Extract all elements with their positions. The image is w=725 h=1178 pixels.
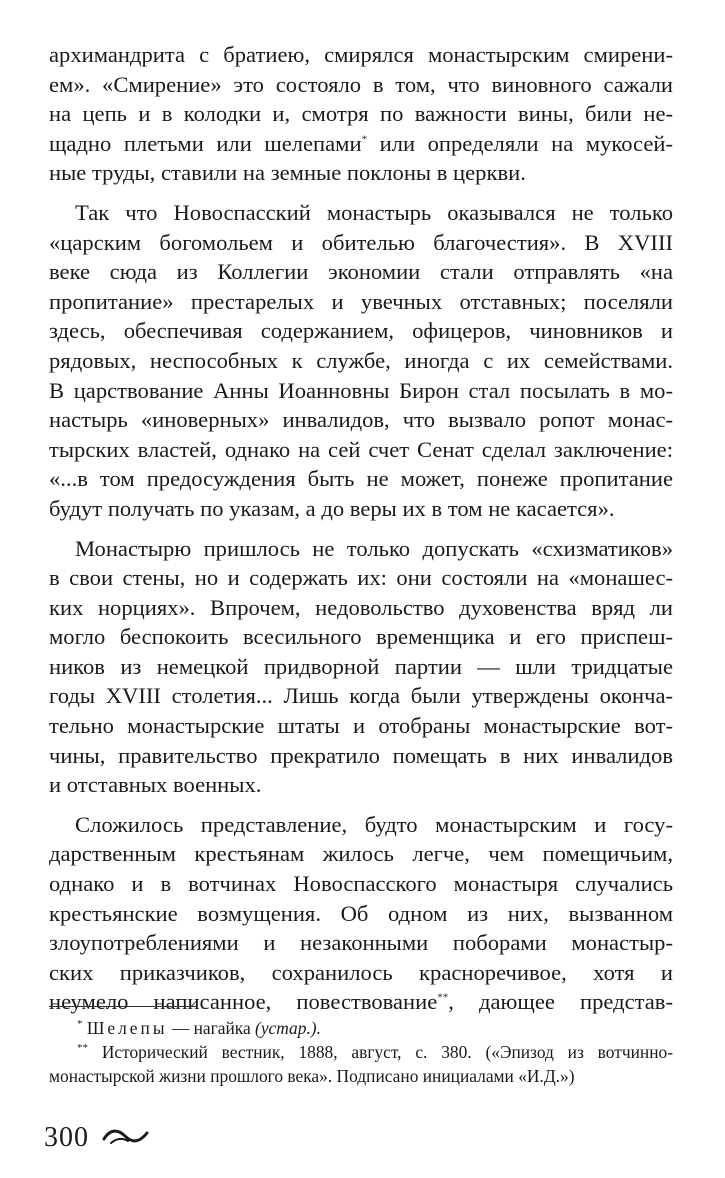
text-line: тельно монастырские штаты и отобраны монастырские вот- (49, 713, 673, 739)
footnote-text: Исторический вестник, 1888, август, с. 380. («Эпизод из вотчинно- (88, 1042, 673, 1062)
text-line: ем». «Смирение» это состояло в том, что виновного сажали (49, 71, 673, 97)
text-line: будут получать по указам, а до веры их в том не касается». (49, 495, 615, 521)
text-line: злоупотреблениями и незаконными поборами монастыр- (49, 930, 673, 956)
footnote-2-line-2: монастырской жизни прошлого века». Подписано инициалами «И.Д.») (49, 1066, 575, 1086)
text-line: рядовых, неспособных к службе, иногда с их семействами. (49, 347, 673, 373)
text-line: здесь, обеспечивая содержанием, офицеров, чиновников и (49, 318, 673, 344)
text-line: «...в том предосуждения быть не может, понеже пропитание (49, 466, 673, 492)
page-footer (44, 1118, 153, 1158)
footnote-marker: * (77, 1018, 83, 1031)
text-line: ких норциях». Впрочем, недовольство духовенства вряд ли (49, 594, 673, 620)
text-fragment: , дающее представ- (448, 989, 673, 1015)
text-line: крестьянские возмущения. Об одном из них, вызванном (49, 900, 673, 926)
footnote-text: — нагайка (167, 1018, 256, 1038)
text-line: настырь «иноверных» инвалидов, что вызвало ропот монас- (49, 407, 673, 433)
paragraph-first-line: Сложилось представление, будто монастырским и госу- (75, 811, 673, 837)
text-line: могло беспокоить всесильного временщика и его приспеш- (49, 624, 673, 650)
footnote-usage-note: (устар.). (255, 1018, 321, 1038)
footnote-marker: * (361, 133, 368, 146)
text-line: дарственным крестьянам жилось легче, чем помещичьим, (49, 841, 673, 867)
page-number: 300 (44, 1122, 89, 1153)
text-line: в свои стены, но и содержать их: они состояли на «монашес- (49, 565, 673, 591)
text-line: ные труды, ставили на земные поклоны в церкви. (49, 160, 526, 186)
text-line-with-footnote (49, 987, 673, 1017)
text-line: веке сюда из Коллегии экономии стали отправлять «на (49, 259, 673, 285)
text-line: ников из немецкой придворной партии — шли тридцатые (49, 653, 673, 679)
paragraph-first-line: Так что Новоспасский монастырь оказывался не только (75, 199, 673, 225)
footnote-1 (49, 1016, 673, 1040)
page-body (49, 40, 673, 1017)
text-line-with-footnote (49, 129, 673, 159)
footnote-2-line-1 (49, 1040, 673, 1064)
text-fragment: неумело написанное, повествование (49, 989, 438, 1015)
text-line: годы XVIII столетия... Лишь когда были утверждены оконча- (49, 683, 673, 709)
text-line: ских приказчиков, сохранилось красноречивое, хотя и (49, 959, 673, 985)
text-line: архимандрита с братиею, смирялся монастырским смирени- (49, 42, 673, 67)
tilde-flourish-ornament-icon (101, 1125, 153, 1152)
text-line: на цепь и в колодки и, смотря по важности вины, били не- (49, 101, 673, 127)
text-fragment: или определяли на мукосей- (367, 130, 673, 156)
text-line: тырских властей, однако на сей счет Сенат сделал заключение: (49, 436, 673, 462)
paragraph-first-line: Монастырю пришлось не только допускать «схизматиков» (75, 535, 673, 561)
text-fragment: щадно плетьми или шелепами (49, 130, 362, 156)
footnote-marker: ** (437, 991, 449, 1004)
text-line: пропитание» престарелых и увечных отставных; поселяли (49, 288, 673, 314)
text-line: однако и в вотчинах Новоспасского монастыря случались (49, 871, 673, 897)
footnotes (49, 1016, 673, 1088)
text-line: В царствование Анны Иоанновны Бирон стал посылать в мо- (49, 377, 673, 403)
footnote-marker: ** (77, 1042, 88, 1055)
text-line: и отставных военных. (49, 772, 262, 798)
text-line: «царским богомольем и обителью благочестия». В XVIII (49, 229, 673, 255)
footnote-term: Шелепы (86, 1018, 168, 1038)
footnote-divider (49, 1006, 197, 1007)
text-line: чины, правительство прекратило помещать в них инвалидов (49, 742, 673, 768)
